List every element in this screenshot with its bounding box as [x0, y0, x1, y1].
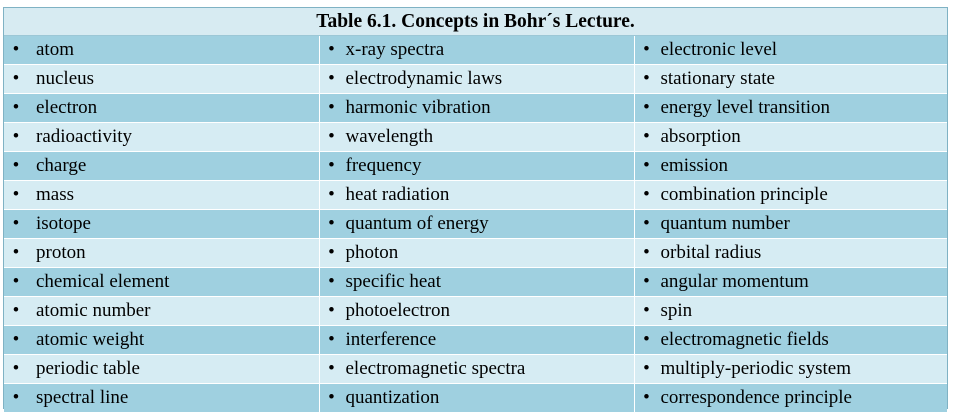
table-cell: [634, 297, 947, 326]
table-cell: [634, 239, 947, 268]
concept-term: absorption: [660, 126, 741, 147]
concept-term: quantum of energy: [345, 213, 489, 234]
concept-term: spin: [660, 300, 693, 321]
table-row: [4, 297, 947, 326]
table-cell: [319, 297, 634, 326]
table-cell: [634, 94, 947, 123]
bullet-icon: •: [643, 39, 650, 60]
bullet-icon: •: [643, 271, 650, 292]
concept-term: combination principle: [660, 184, 828, 205]
table-cell: [634, 65, 947, 94]
concept-term: electromagnetic fields: [660, 329, 829, 350]
concept-term: angular momentum: [660, 271, 809, 292]
table-row: [4, 123, 947, 152]
bullet-icon: •: [328, 97, 335, 118]
bullet-icon: •: [12, 184, 20, 205]
table-cell: [4, 36, 319, 65]
table-cell: [319, 36, 634, 65]
bullet-icon: •: [643, 213, 650, 234]
concept-term: electromagnetic spectra: [345, 358, 526, 379]
concept-term: atomic number: [36, 300, 151, 321]
table-cell: [634, 384, 947, 413]
table-cell: [634, 210, 947, 239]
concept-term: orbital radius: [660, 242, 762, 263]
table-title: Table 6.1. Concepts in Bohr´s Lecture.: [4, 8, 947, 36]
table-cell: [634, 152, 947, 181]
concept-term: x-ray spectra: [345, 39, 445, 60]
table-row: [4, 268, 947, 297]
bullet-icon: •: [12, 242, 20, 263]
table-cell: [634, 268, 947, 297]
concepts-table: [4, 8, 947, 413]
concept-term: atom: [36, 39, 74, 60]
concept-term: frequency: [345, 155, 422, 176]
table-row: [4, 94, 947, 123]
concept-term: periodic table: [36, 358, 140, 379]
table-cell: [4, 326, 319, 355]
bullet-icon: •: [12, 155, 20, 176]
concept-term: mass: [36, 184, 74, 205]
table-row: [4, 36, 947, 65]
table-row: [4, 181, 947, 210]
table-cell: [319, 239, 634, 268]
table-cell: [319, 123, 634, 152]
concept-term: radioactivity: [36, 126, 133, 147]
bullet-icon: •: [12, 39, 20, 60]
bullet-icon: •: [328, 300, 335, 321]
table-cell: [4, 123, 319, 152]
table-row: [4, 355, 947, 384]
concept-term: electrodynamic laws: [345, 68, 503, 89]
table-cell: [634, 36, 947, 65]
table-cell: [319, 326, 634, 355]
concept-term: photon: [345, 242, 399, 263]
table-cell: [4, 297, 319, 326]
bullet-icon: •: [328, 242, 335, 263]
bullet-icon: •: [643, 68, 650, 89]
table-cell: [634, 326, 947, 355]
concept-term: proton: [36, 242, 86, 263]
concept-term: atomic weight: [36, 329, 145, 350]
table-cell: [4, 384, 319, 413]
concept-term: quantization: [345, 387, 440, 408]
bullet-icon: •: [328, 329, 335, 350]
concept-term: energy level transition: [660, 97, 831, 118]
table-row: [4, 326, 947, 355]
concept-term: correspondence principle: [660, 387, 852, 408]
bullet-icon: •: [12, 387, 20, 408]
table-cell: [4, 152, 319, 181]
bullet-icon: •: [643, 242, 650, 263]
bullet-icon: •: [643, 155, 650, 176]
bullet-icon: •: [328, 39, 335, 60]
table-cell: [319, 152, 634, 181]
bullet-icon: •: [328, 358, 335, 379]
concept-term: spectral line: [36, 387, 129, 408]
table-body: [4, 36, 947, 413]
table-cell: [4, 355, 319, 384]
concept-term: electronic level: [660, 39, 778, 60]
bullet-icon: •: [328, 213, 335, 234]
concept-term: harmonic vibration: [345, 97, 491, 118]
concept-term: heat radiation: [345, 184, 450, 205]
concept-term: electron: [36, 97, 98, 118]
concepts-table-container: [3, 7, 948, 409]
concept-term: isotope: [36, 213, 91, 234]
bullet-icon: •: [328, 387, 335, 408]
bullet-icon: •: [12, 126, 20, 147]
bullet-icon: •: [328, 126, 335, 147]
table-cell: [319, 268, 634, 297]
concept-term: emission: [660, 155, 729, 176]
concept-term: nucleus: [36, 68, 95, 89]
bullet-icon: •: [12, 213, 20, 234]
bullet-icon: •: [12, 271, 20, 292]
bullet-icon: •: [643, 97, 650, 118]
table-cell: [319, 384, 634, 413]
concept-term: quantum number: [660, 213, 790, 234]
concept-term: multiply-periodic system: [660, 358, 852, 379]
concept-term: chemical element: [36, 271, 170, 292]
table-cell: [4, 239, 319, 268]
concept-term: stationary state: [660, 68, 775, 89]
bullet-icon: •: [12, 68, 20, 89]
bullet-icon: •: [12, 97, 20, 118]
table-cell: [319, 65, 634, 94]
table-cell: [4, 65, 319, 94]
table-row: [4, 210, 947, 239]
table-cell: [319, 210, 634, 239]
bullet-icon: •: [643, 300, 650, 321]
table-cell: [634, 181, 947, 210]
concept-term: charge: [36, 155, 87, 176]
bullet-icon: •: [643, 329, 650, 350]
table-cell: [319, 94, 634, 123]
table-cell: [319, 181, 634, 210]
bullet-icon: •: [643, 358, 650, 379]
table-cell: [634, 355, 947, 384]
concept-term: wavelength: [345, 126, 434, 147]
table-cell: [319, 355, 634, 384]
table-cell: [4, 268, 319, 297]
table-row: [4, 65, 947, 94]
table-cell: [4, 181, 319, 210]
bullet-icon: •: [328, 184, 335, 205]
bullet-icon: •: [12, 329, 20, 350]
table-row: [4, 152, 947, 181]
bullet-icon: •: [643, 126, 650, 147]
concept-term: interference: [345, 329, 437, 350]
bullet-icon: •: [328, 271, 335, 292]
bullet-icon: •: [328, 68, 335, 89]
bullet-icon: •: [12, 300, 20, 321]
table-cell: [634, 123, 947, 152]
bullet-icon: •: [643, 184, 650, 205]
concept-term: specific heat: [345, 271, 441, 292]
bullet-icon: •: [12, 358, 20, 379]
table-row: [4, 239, 947, 268]
table-row: [4, 384, 947, 413]
table-cell: [4, 210, 319, 239]
concept-term: photoelectron: [345, 300, 450, 321]
table-cell: [4, 94, 319, 123]
bullet-icon: •: [328, 155, 335, 176]
bullet-icon: •: [643, 387, 650, 408]
